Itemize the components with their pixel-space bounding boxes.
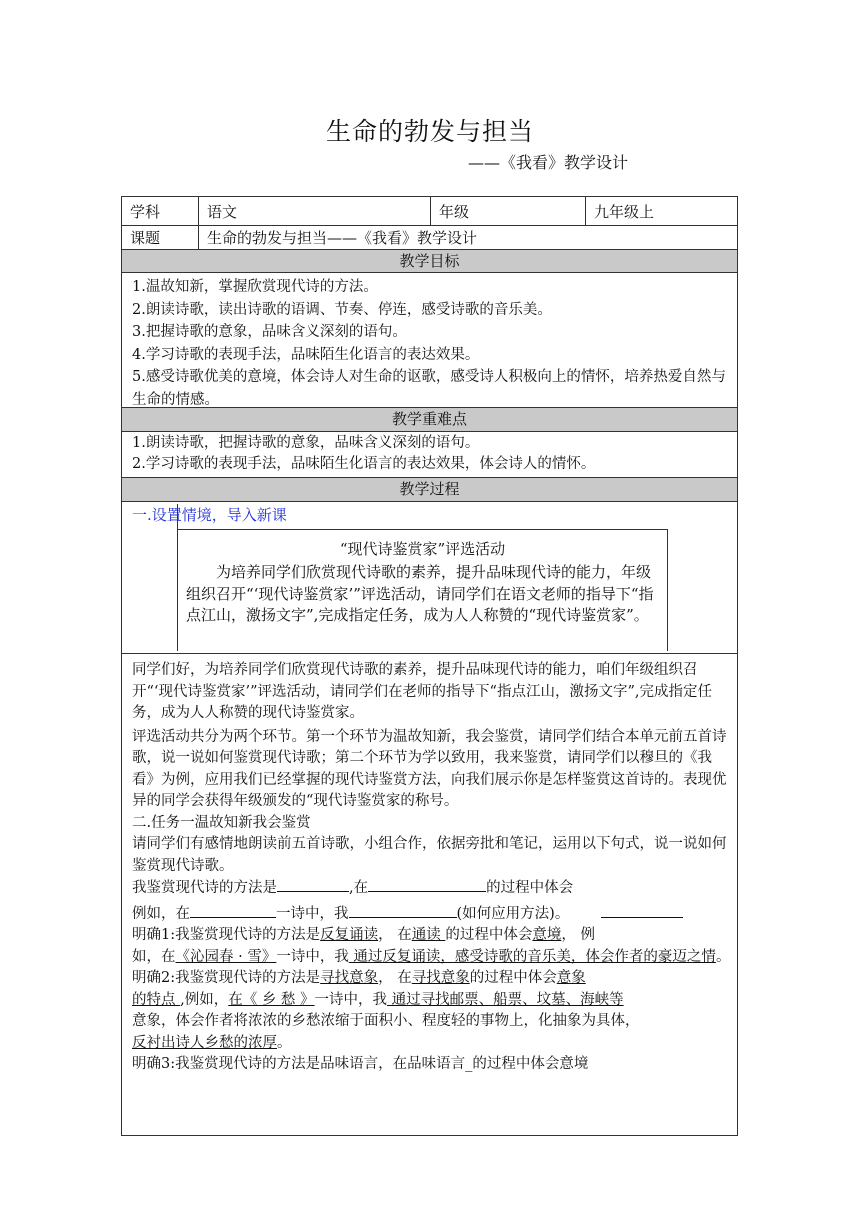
example-2: 明确2:我鉴赏现代诗的方法是寻找意象， 在寻找意象的过程中体会意象 的特点 ,例如，在《 乡 愁 》一诗中，我 通过寻找邮票、船票、坟墓、海峡等 意象，体会作者将浓浓的乡愁浓缩于面积小、程度轻的事物上，化抽象为具体， 反衬出诗人乡愁的浓厚。 [132, 970, 640, 1051]
blank-poem[interactable] [190, 903, 276, 918]
blank-process[interactable] [368, 877, 486, 892]
activity-box [177, 529, 668, 651]
process-heading: 教学过程 [122, 478, 737, 502]
goal-item: 3.把握诗歌的意象，品味含义深刻的语句。 [132, 324, 407, 340]
goal-item: 2.朗读诗歌，读出诗歌的语调、节奏、停连，感受诗歌的音乐美。 [132, 301, 552, 318]
goal-item: 5.感受诗歌优美的意境，体会诗人对生命的讴歌，感受诗人积极向上的情怀，培养热爱自然与生命的情感。 [132, 369, 726, 408]
info-row-subject [122, 197, 737, 226]
task1-intro: 请同学们有感情地朗读前五首诗歌，小组合作，依据旁批和笔记，运用以下句式，说一说如何鉴赏现代诗歌。 [132, 836, 727, 874]
step1-heading [132, 505, 731, 527]
activity-box-text: 为培养同学们欣赏现代诗歌的素养，提升品味现代诗的能力，年级组织召开“‘现代诗鉴赏家’”评选活动，请同学们在语文老师的指导下“指点江山，激扬文字”,完成指定任务，成为人人称赞的“现代诗鉴赏家”。 [186, 563, 654, 624]
sentence-template-line-2: 例如，在 一诗中，我 (如何应用方法)。 [132, 903, 731, 926]
grade-label: 年级 [431, 197, 586, 225]
task1-title: 二.任务一温故知新我会鉴赏 [132, 814, 311, 831]
goals-section [122, 273, 737, 408]
process-section [122, 502, 737, 1135]
topic-label: 课题 [122, 226, 199, 249]
keypoint-item: 2.学习诗歌的表现手法，品味陌生化语言的表达效果，体会诗人的情怀。 [132, 456, 596, 472]
example-3: 明确3:我鉴赏现代诗的方法是品味语言，在品味语言_的过程中体会意境 [132, 1056, 589, 1072]
lesson-plan-table [121, 196, 738, 1136]
info-row-topic [122, 226, 737, 250]
blank-method[interactable] [277, 877, 349, 892]
page-subtitle: ——《我看》教学设计 [468, 153, 629, 172]
keypoints-heading: 教学重难点 [122, 408, 737, 432]
activity-box-title: “现代诗鉴赏家”评选活动 [339, 540, 506, 558]
subject-label: 学科 [122, 197, 199, 225]
sentence-template-line-1: 我鉴赏现代诗的方法是 ,在 的过程中体会 [132, 877, 731, 900]
goal-item: 4.学习诗歌的表现手法，品味陌生化语言的表达效果。 [132, 346, 480, 363]
blank-trailing[interactable] [601, 910, 683, 918]
intro-paragraph-1: 同学们好，为培养同学们欣赏现代诗歌的素养，提升品味现代诗的能力，咱们年级组织召开“‘现代诗鉴赏家’”评选活动，请同学们在老师的指导下“指点江山，激扬文字”,完成指定任务，成为人人称赞的现代诗鉴赏家。 [132, 662, 712, 721]
step1-title: 置情境，导入新课 [166, 506, 287, 524]
goal-item: 1.温故知新，掌握欣赏现代诗的方法。 [132, 279, 378, 295]
intro-paragraph-2: 评选活动共分为两个环节。第一个环节为温故知新，我会鉴赏，请同学们结合本单元前五首诗歌，说一说如何鉴赏现代诗歌；第二个环节为学以致用，我来鉴赏，请同学们以穆旦的《我看》为例，应用我们已经掌握的现代诗鉴赏方法，向我们展示你是怎样鉴赏这首诗的。表现优异的同学会获得年级颁发的“现代诗鉴赏家的称号。 [132, 728, 727, 809]
subject-value: 语文 [199, 197, 431, 225]
example-1: 明确1:我鉴赏现代诗的方法是反复诵读， 在通读 的过程中体会意境， 例 如，在《沁园春 · 雪》一诗中，我 通过反复诵读，感受诗歌的音乐美，体会作者的豪迈之情。 [132, 927, 731, 965]
goals-heading: 教学目标 [122, 250, 737, 273]
page-title: 生命的勃发与担当 [325, 117, 534, 146]
grade-value: 九年级上 [594, 203, 655, 221]
keypoints-section [122, 432, 737, 478]
step1-prefix: 一.设 [132, 506, 167, 524]
topic-value: 生命的勃发与担当——《我看》教学设计 [207, 229, 478, 247]
blank-application[interactable] [349, 903, 457, 918]
keypoint-item: 1.朗读诗歌，把握诗歌的意象，品味含义深刻的语句。 [132, 435, 480, 451]
